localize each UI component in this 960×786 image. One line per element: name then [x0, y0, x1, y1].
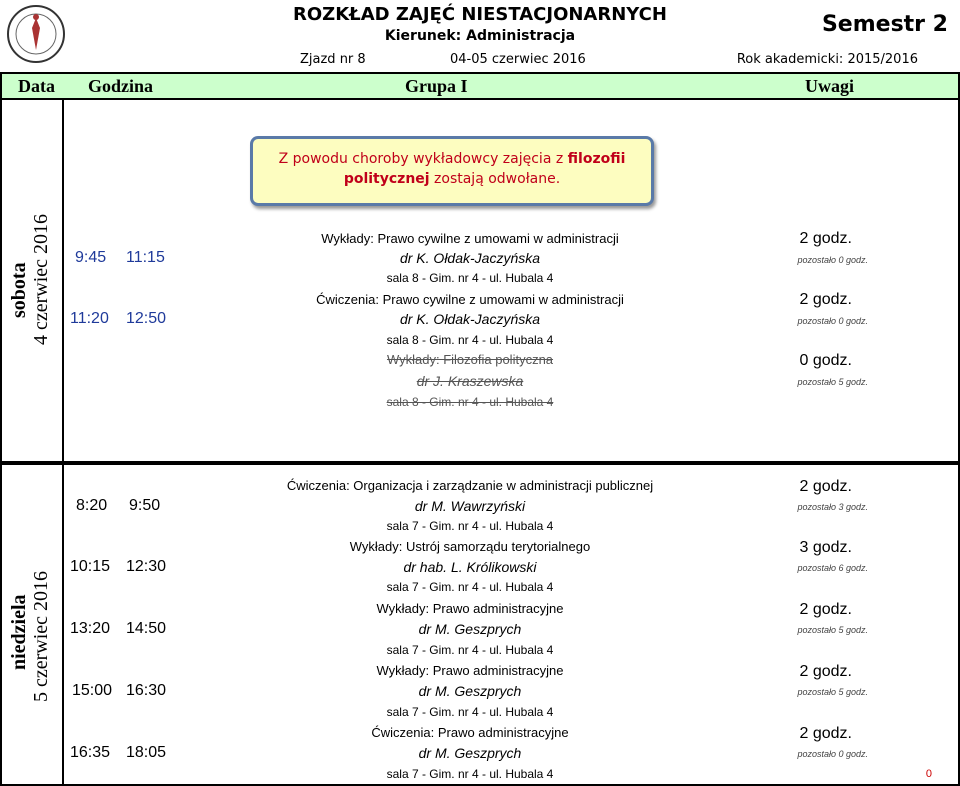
- room-label: sala 8 - Gim. nr 4 - ul. Hubala 4: [386, 333, 554, 347]
- entry-end: 9:50: [129, 497, 161, 514]
- semestr-label: Semestr 2: [821, 12, 948, 37]
- zjazd-label: Zjazd nr 8: [300, 52, 366, 67]
- teacher-name: dr K. Ołdak-Jaczyńska: [399, 250, 541, 266]
- hours-value: 2 godz.: [799, 230, 852, 247]
- entry-start: 8:20: [76, 497, 108, 514]
- cancellation-notice: Z powodu choroby wykładowcy zajęcia z filozofii politycznej zostają odwołane.: [250, 136, 654, 206]
- teacher-name: dr M. Wawrzyński: [414, 498, 526, 514]
- class-name: Ćwiczenia: Organizacja i zarządzanie w administracji publicznej: [286, 478, 654, 493]
- column-header-data: Data: [18, 76, 55, 96]
- footer-number: 0: [925, 768, 932, 780]
- academic-year: Rok akademicki: 2015/2016: [736, 52, 918, 67]
- hours-value: 3 godz.: [799, 539, 852, 556]
- column-header-godzina: Godzina: [88, 76, 154, 96]
- day-name-sobota: sobota: [8, 262, 30, 318]
- entry-end: 12:50: [126, 310, 167, 327]
- hours-value: 0 godz.: [799, 352, 852, 369]
- class-name: Ćwiczenia: Prawo administracyjne: [371, 725, 569, 740]
- teacher-name: dr M. Geszprych: [418, 621, 522, 637]
- room-label: sala 8 - Gim. nr 4 - ul. Hubala 4: [386, 271, 554, 285]
- class-name: Wykłady: Prawo administracyjne: [376, 663, 564, 678]
- remaining-hours: pozostało 5 godz.: [797, 687, 868, 697]
- teacher-name-cancelled: dr J. Kraszewska: [416, 373, 524, 389]
- remaining-hours: pozostało 3 godz.: [797, 502, 868, 512]
- entry-end: 16:30: [126, 682, 167, 699]
- remaining-hours: pozostało 5 godz.: [797, 625, 868, 635]
- zjazd-dates: 04-05 czerwiec 2016: [450, 52, 586, 67]
- room-label: sala 7 - Gim. nr 4 - ul. Hubala 4: [386, 580, 554, 594]
- hours-value: 2 godz.: [799, 663, 852, 680]
- page-title: ROZKŁAD ZAJĘĆ NIESTACJONARNYCH: [293, 4, 667, 25]
- class-name: Wykłady: Prawo administracyjne: [376, 601, 564, 616]
- teacher-name: dr hab. L. Królikowski: [403, 559, 537, 575]
- hours-value: 2 godz.: [799, 601, 852, 618]
- entry-end: 12:30: [126, 558, 167, 575]
- remaining-hours: pozostało 5 godz.: [797, 377, 868, 387]
- kierunek-label: Kierunek: Administracja: [384, 28, 576, 44]
- day-name-niedziela: niedziela: [8, 594, 30, 670]
- column-header-uwagi: Uwagi: [805, 76, 854, 96]
- entry-start: 9:45: [75, 249, 107, 266]
- remaining-hours: pozostało 0 godz.: [797, 255, 868, 265]
- entry-start: 13:20: [70, 620, 111, 637]
- entry-end: 11:15: [126, 249, 165, 266]
- entry-end: 18:05: [126, 744, 167, 761]
- day-date-niedziela: 5 czerwiec 2016: [30, 570, 52, 702]
- day-date-sobota: 4 czerwiec 2016: [30, 213, 52, 345]
- teacher-name: dr M. Geszprych: [418, 745, 522, 761]
- entry-start: 11:20: [70, 310, 109, 327]
- class-name: Wykłady: Ustrój samorządu terytorialnego: [349, 539, 591, 554]
- room-label: sala 7 - Gim. nr 4 - ul. Hubala 4: [386, 705, 554, 719]
- date-column-divider: [62, 463, 64, 786]
- hours-value: 2 godz.: [799, 291, 852, 308]
- class-name: Wykłady: Prawo cywilne z umowami w administracji: [321, 231, 619, 246]
- entry-start: 16:35: [70, 744, 111, 761]
- teacher-name: dr M. Geszprych: [418, 683, 522, 699]
- remaining-hours: pozostało 6 godz.: [797, 563, 868, 573]
- room-label: sala 7 - Gim. nr 4 - ul. Hubala 4: [386, 643, 554, 657]
- column-header-grupa: Grupa I: [405, 76, 468, 96]
- room-label: sala 7 - Gim. nr 4 - ul. Hubala 4: [386, 519, 554, 533]
- class-name: Ćwiczenia: Prawo cywilne z umowami w administracji: [316, 292, 624, 307]
- teacher-name: dr K. Ołdak-Jaczyńska: [399, 311, 541, 327]
- remaining-hours: pozostało 0 godz.: [797, 749, 868, 759]
- hours-value: 2 godz.: [799, 725, 852, 742]
- remaining-hours: pozostało 0 godz.: [797, 316, 868, 326]
- date-column-divider: [62, 98, 64, 463]
- room-label-cancelled: sala 8 - Gim. nr 4 - ul. Hubala 4: [386, 395, 554, 409]
- class-name-cancelled: Wykłady: Filozofia polityczna: [386, 352, 554, 367]
- entry-end: 14:50: [126, 620, 167, 637]
- room-label: sala 7 - Gim. nr 4 - ul. Hubala 4: [386, 767, 554, 781]
- hours-value: 2 godz.: [799, 478, 852, 495]
- entry-start: 15:00: [72, 682, 113, 699]
- entry-start: 10:15: [70, 558, 111, 575]
